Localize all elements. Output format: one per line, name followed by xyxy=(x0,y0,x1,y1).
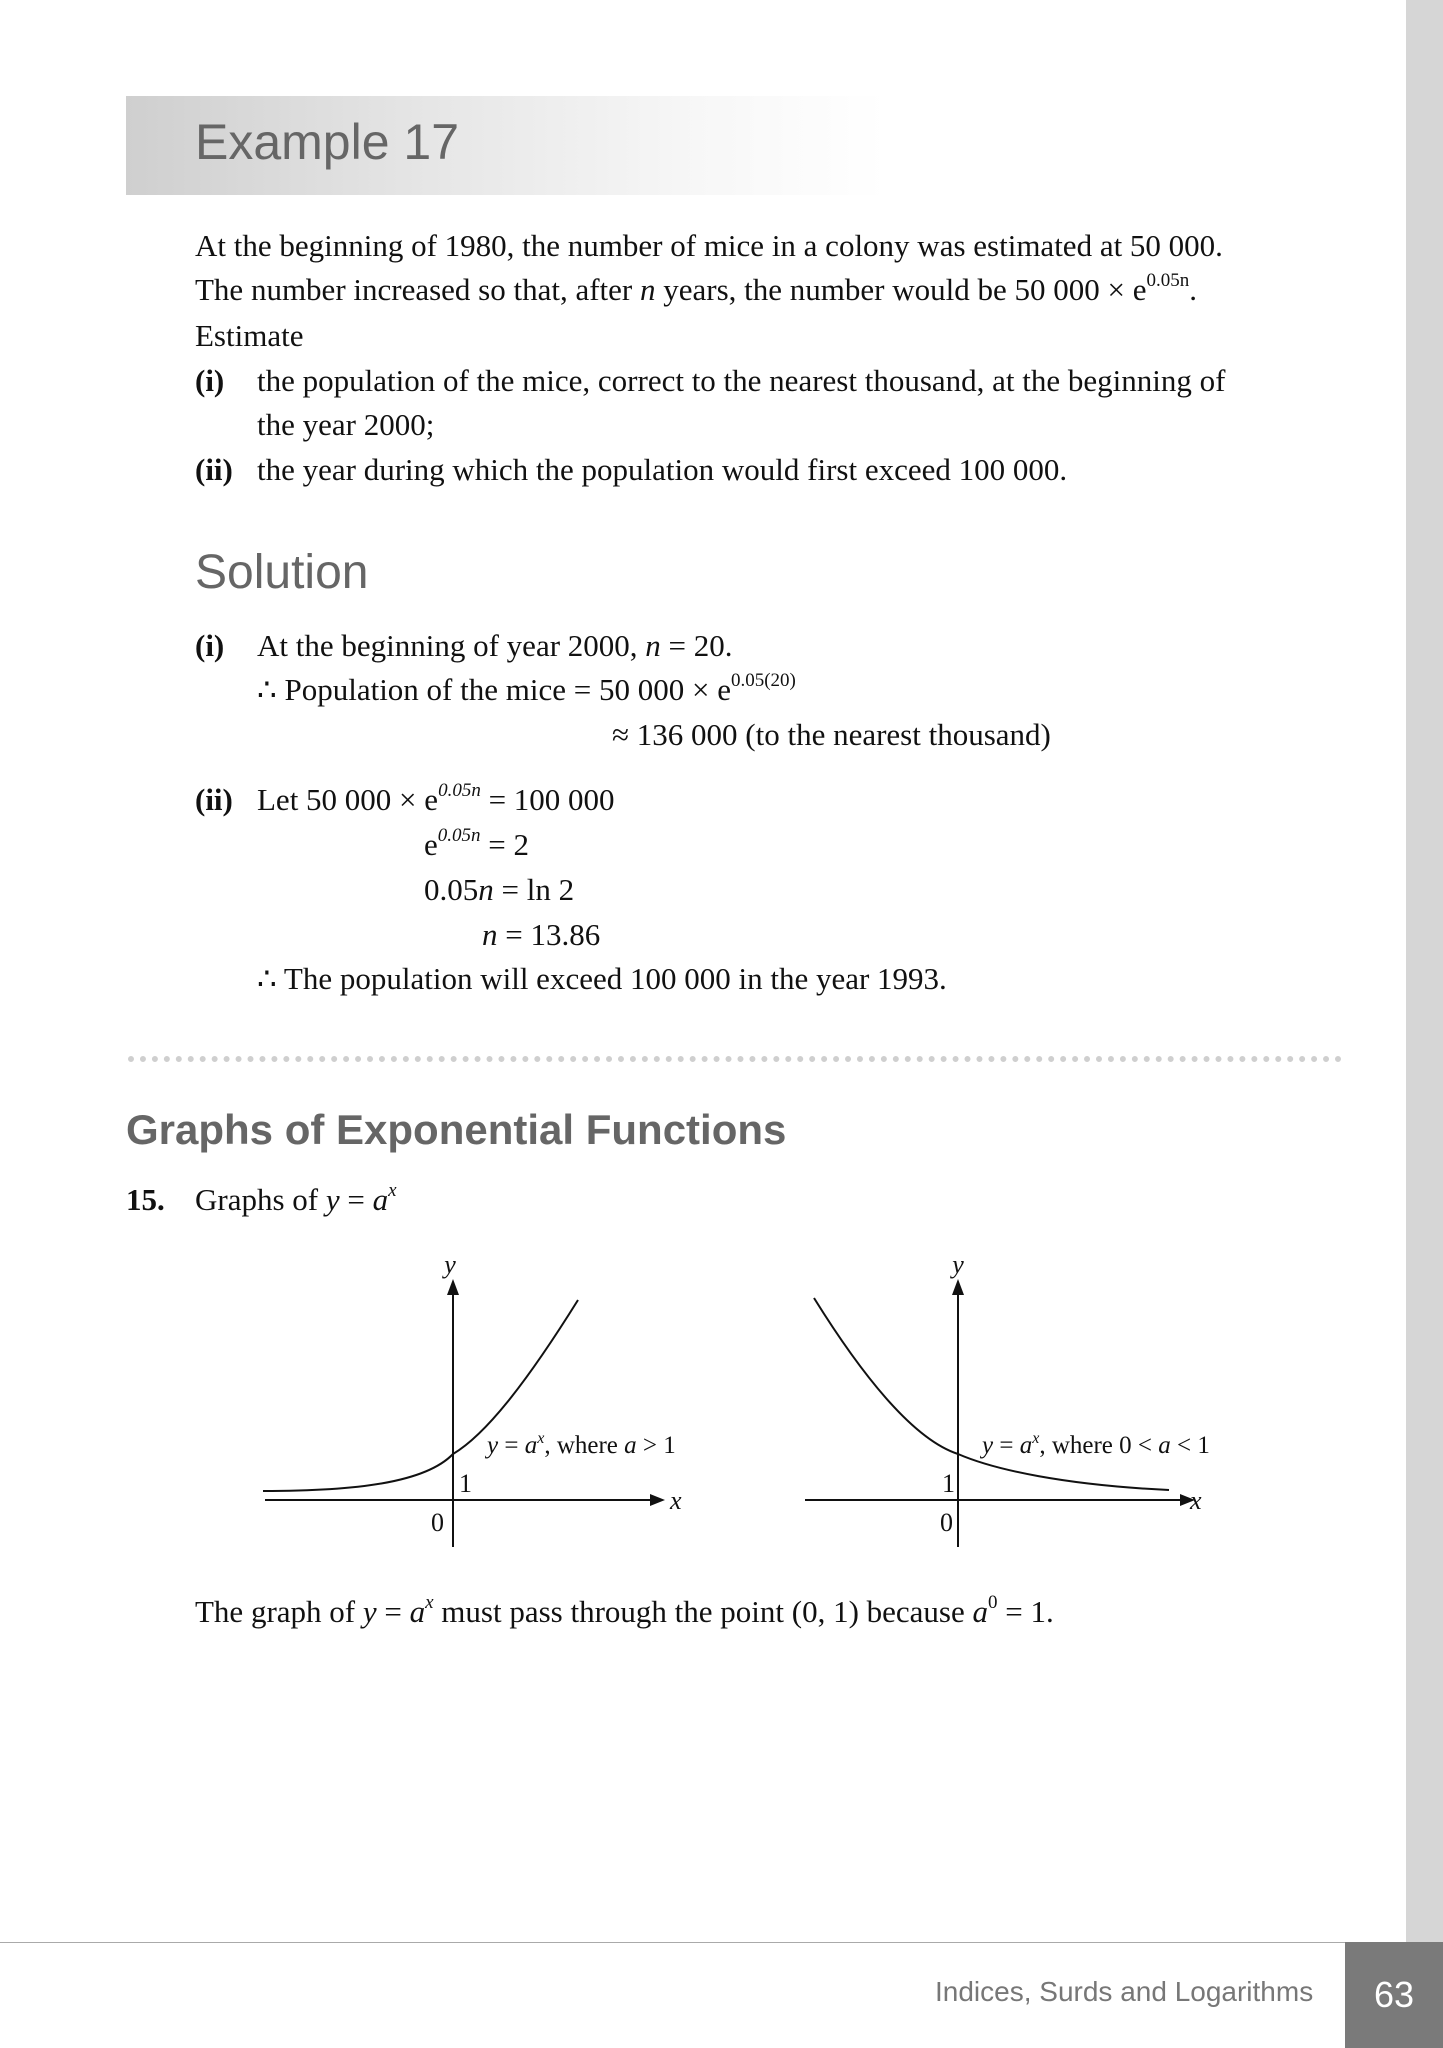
text-run: The graph of xyxy=(195,1594,363,1629)
text-run: = xyxy=(339,1182,373,1217)
exponent xyxy=(731,670,796,691)
exponent-text: 0.05(20) xyxy=(730,669,796,691)
variable-n: n xyxy=(640,272,656,307)
variable-y: y xyxy=(325,1182,340,1217)
text-run: At the beginning of year 2000, xyxy=(257,628,646,663)
text-run: = 13.86 xyxy=(497,917,601,952)
x-axis-arrow xyxy=(650,1494,665,1506)
graph-decay xyxy=(795,1250,1275,1555)
exponent xyxy=(1147,270,1190,291)
variable-a: a xyxy=(372,1182,389,1217)
text-run: years, the number would be 50 000 × e xyxy=(655,272,1147,307)
page-number: 63 xyxy=(1345,1942,1443,2048)
text-run: = xyxy=(993,1432,1020,1459)
solution-ii-line-4 xyxy=(482,913,600,957)
text-run: = 100 000 xyxy=(480,782,615,817)
text-run: a xyxy=(1019,1432,1033,1459)
solution-i-line-3: ≈ 136 000 (to the nearest thousand) xyxy=(612,717,1051,752)
variable-y: y xyxy=(362,1594,377,1629)
solution-ii-line-2 xyxy=(424,823,529,867)
solution-i-line-1 xyxy=(257,624,733,668)
exponent-text: x xyxy=(425,1591,434,1613)
exponent xyxy=(438,780,481,801)
text-run: 0.05 xyxy=(424,872,479,907)
origin-label: 0 xyxy=(940,1508,953,1537)
y-axis-arrow xyxy=(952,1279,964,1295)
solution-ii-conclusion: ∴ The population will exceed 100 000 in the year 1993. xyxy=(257,961,947,996)
question-ii-text: the year during which the population would first exceed 100 000. xyxy=(257,452,1068,487)
text-run: y xyxy=(487,1432,499,1459)
section-title: Graphs of Exponential Functions xyxy=(126,1106,787,1153)
exponent-text: 0 xyxy=(988,1591,998,1613)
text-run: Graphs of xyxy=(195,1182,326,1217)
solution-ii-line-3 xyxy=(424,868,574,912)
decay-curve xyxy=(814,1298,1169,1490)
text-run: a xyxy=(624,1432,637,1459)
solution-title: Solution xyxy=(195,546,369,599)
solution-i-label: (i) xyxy=(195,628,225,663)
footer-chapter-title: Indices, Surds and Logarithms xyxy=(935,1976,1314,2007)
example-paragraph-2 xyxy=(195,268,1197,312)
intercept-label: 1 xyxy=(459,1469,472,1498)
variable-n: n xyxy=(478,872,494,907)
question-ii-label: (ii) xyxy=(195,452,233,487)
footer-rule xyxy=(0,1942,1345,1943)
example-title: Example 17 xyxy=(195,114,460,170)
variable-n: n xyxy=(645,628,661,663)
intercept-label: 1 xyxy=(942,1469,955,1498)
item-number: 15. xyxy=(126,1182,165,1217)
text-run: ∴ Population of the mice = 50 000 × e xyxy=(257,672,731,707)
variable-a: a xyxy=(409,1594,426,1629)
graph-conclusion xyxy=(195,1590,1054,1634)
text-run: y xyxy=(982,1432,994,1459)
origin-label: 0 xyxy=(431,1508,444,1537)
solution-ii-line-1 xyxy=(257,778,615,822)
text-run: x xyxy=(537,1430,545,1447)
side-margin-strip xyxy=(1406,0,1443,1942)
exponent-text: 0.05n xyxy=(438,779,481,801)
exponent-text: 0.05n xyxy=(1146,269,1190,291)
x-axis-label: x xyxy=(1190,1486,1202,1515)
text-run: must pass through the point (0, 1) because xyxy=(433,1594,973,1629)
exponent xyxy=(388,1180,396,1201)
text-run: x xyxy=(1032,1430,1040,1447)
solution-ii-label: (ii) xyxy=(195,782,233,817)
y-axis-label: y xyxy=(444,1250,456,1279)
text-run: < 1 xyxy=(1170,1432,1210,1459)
text-run: = ln 2 xyxy=(493,872,575,907)
question-i-line-1: the population of the mice, correct to the nearest thousand, at the beginning of xyxy=(257,363,1226,398)
exponent xyxy=(438,825,481,846)
y-axis-arrow xyxy=(447,1279,459,1295)
variable-a: a xyxy=(972,1594,989,1629)
variable-n: n xyxy=(482,917,498,952)
item-heading xyxy=(195,1178,397,1222)
text-run: = 1. xyxy=(997,1594,1054,1629)
curve-caption xyxy=(484,1430,676,1459)
text-run: e xyxy=(424,827,438,862)
solution-i-line-2 xyxy=(257,668,796,712)
text-run: The number increased so that, after xyxy=(195,272,641,307)
graph-growth xyxy=(255,1250,735,1555)
text-run: . xyxy=(1189,272,1197,307)
exponent xyxy=(425,1592,433,1613)
x-axis-label: x xyxy=(670,1486,682,1515)
question-i-line-2: the year 2000; xyxy=(257,407,435,442)
y-axis-label: y xyxy=(952,1250,964,1279)
exponent-text: x xyxy=(388,1179,397,1201)
section-divider xyxy=(128,1056,1342,1062)
text-run: = xyxy=(498,1432,525,1459)
text-run: , where xyxy=(544,1432,625,1459)
example-paragraph-1: At the beginning of 1980, the number of mice in a colony was estimated at 50 000. xyxy=(195,228,1223,263)
question-i-label: (i) xyxy=(195,363,225,398)
exponent-text: 0.05n xyxy=(437,824,481,846)
text-run: = 20. xyxy=(660,628,733,663)
text-run: > 1 xyxy=(636,1432,676,1459)
estimate-label: Estimate xyxy=(195,318,304,353)
text-run: = xyxy=(376,1594,410,1629)
text-run: = 2 xyxy=(480,827,529,862)
text-run: , where 0 < xyxy=(1039,1432,1159,1459)
growth-curve xyxy=(263,1300,578,1491)
text-run: a xyxy=(524,1432,538,1459)
curve-caption xyxy=(979,1430,1210,1459)
text-run: a xyxy=(1158,1432,1171,1459)
exponent xyxy=(988,1592,998,1613)
text-run: Let 50 000 × e xyxy=(257,782,439,817)
